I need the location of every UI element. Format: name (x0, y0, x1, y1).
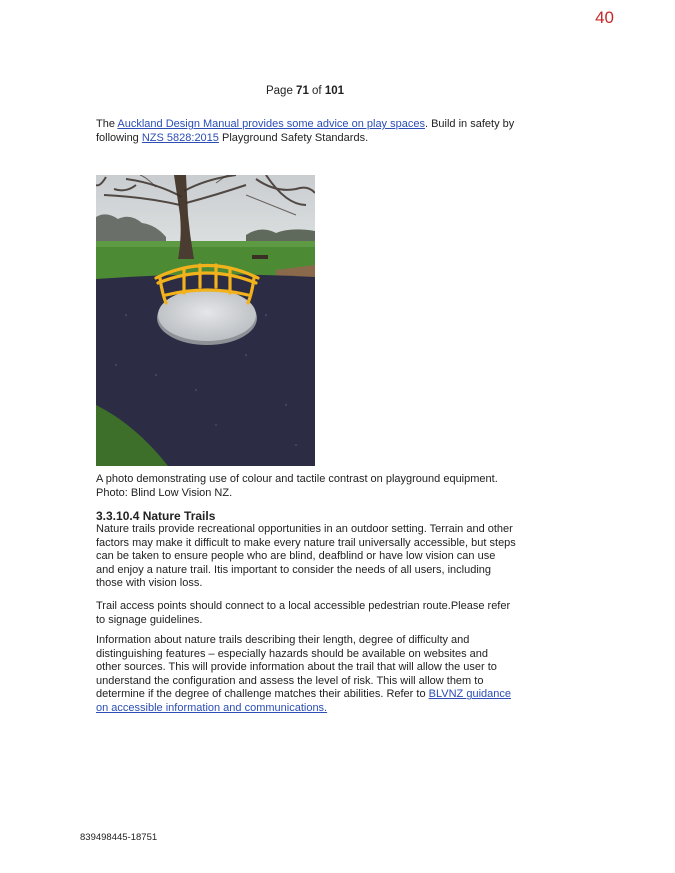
intro-paragraph (96, 118, 516, 145)
paragraph-trail-access: Trail access points should connect to a local accessible pedestrian route.Please refer to signage guidelines. (96, 600, 511, 626)
page-current: 71 (296, 85, 309, 97)
page-prefix: Page (265, 85, 297, 97)
photo-caption (96, 473, 516, 500)
document-id: 839498445-18751 (80, 832, 158, 843)
page-total: 101 (324, 85, 345, 97)
paragraph-nature-trails: Nature trails provide recreational opportunities in an outdoor setting. Terrain and other factors may make it difficult to make every nature trail universally accessible, but steps can be taken to ensure people who are blind, deafblind or have low vision can use and enjoy a nature trail. Itis important to consider the needs of all users, including those with vision loss. (96, 523, 516, 590)
caption-line-1: A photo demonstrating use of colour and tactile contrast on playground equipment. (96, 473, 498, 485)
playground-photo (96, 175, 315, 466)
page-of: of (308, 85, 325, 97)
blvnz-guidance-link[interactable]: BLVNZ guidance on accessible information and communications. (96, 688, 511, 714)
intro-text-2: . Build in safety by following (96, 118, 515, 144)
nzs-5828-link[interactable]: NZS 5828:2015 (141, 131, 219, 144)
section-heading: 3.3.10.4 Nature Trails (96, 509, 216, 523)
corner-page-number: 40 (595, 8, 614, 27)
auckland-design-manual-link[interactable]: Auckland Design Manual provides some advice on play spaces (117, 118, 425, 130)
caption-line-2: Photo: Blind Low Vision NZ. (96, 486, 233, 499)
intro-text-1: The (96, 118, 118, 130)
paragraph-trail-information (96, 634, 516, 716)
paragraph-trail-information-text: Information about nature trails describing their length, degree of difficulty and distinguishing features – especially hazards should be available on websites and other sources. This will provide information about the trail that will allow the user to understand the configuration and assess the level of risk. This will allow them to determine if the degree of challenge matches their abilities. Refer to (96, 634, 497, 701)
page-indicator (0, 85, 610, 97)
intro-text-3: Playground Safety Standards. (218, 131, 369, 144)
